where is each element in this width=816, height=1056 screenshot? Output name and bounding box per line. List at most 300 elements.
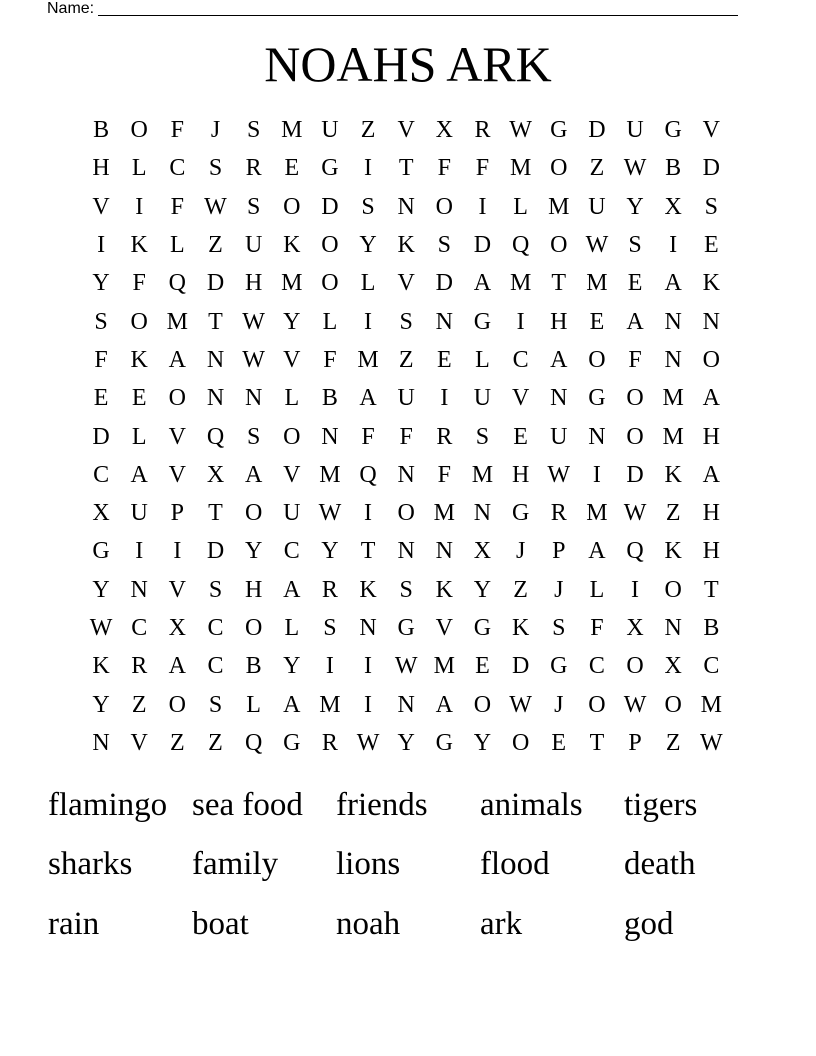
grid-letter: A bbox=[588, 538, 606, 565]
grid-letter: D bbox=[511, 653, 530, 680]
grid-letter: W bbox=[242, 308, 265, 335]
grid-letter: I bbox=[364, 155, 373, 182]
grid-letter: S bbox=[475, 423, 490, 450]
grid-letter: W bbox=[318, 500, 342, 527]
grid-letter: Q bbox=[359, 461, 377, 488]
word-bank-item: god bbox=[624, 905, 674, 942]
grid-row bbox=[82, 685, 730, 723]
grid-letter: M bbox=[548, 193, 570, 220]
grid-letter: L bbox=[589, 576, 605, 603]
grid-letter: A bbox=[283, 576, 301, 603]
grid-letter: E bbox=[551, 729, 567, 756]
grid-letter: R bbox=[245, 155, 262, 182]
grid-letter: E bbox=[93, 385, 109, 412]
grid-letter: E bbox=[437, 346, 452, 373]
grid-letter: I bbox=[364, 691, 373, 718]
grid-row bbox=[82, 647, 730, 685]
grid-letter: N bbox=[92, 729, 110, 756]
grid-letter: N bbox=[664, 308, 682, 335]
grid-letter: Q bbox=[244, 729, 263, 756]
grid-letter: S bbox=[628, 232, 642, 259]
grid-letter: G bbox=[550, 653, 568, 680]
grid-letter: U bbox=[588, 193, 606, 220]
word-row bbox=[48, 894, 768, 954]
grid-letter: I bbox=[440, 385, 449, 412]
grid-letter: S bbox=[399, 576, 413, 603]
grid-row bbox=[82, 379, 730, 417]
grid-letter: J bbox=[515, 538, 526, 565]
grid-letter: O bbox=[283, 423, 301, 450]
grid-letter: W bbox=[509, 117, 532, 144]
letter-grid bbox=[82, 111, 730, 762]
grid-letter: I bbox=[135, 193, 144, 220]
grid-letter: Z bbox=[513, 576, 528, 603]
grid-letter: M bbox=[281, 270, 303, 297]
grid-row bbox=[82, 188, 730, 226]
grid-letter: N bbox=[321, 423, 339, 450]
grid-letter: T bbox=[398, 155, 414, 182]
grid-letter: M bbox=[319, 691, 341, 718]
grid-letter: K bbox=[397, 232, 415, 259]
grid-letter: N bbox=[473, 500, 492, 527]
grid-letter: A bbox=[435, 691, 453, 718]
grid-letter: X bbox=[168, 615, 187, 641]
grid-letter: R bbox=[131, 653, 148, 680]
grid-letter: H bbox=[702, 423, 720, 450]
grid-letter: N bbox=[130, 576, 148, 603]
grid-letter: M bbox=[586, 500, 608, 527]
grid-letter: O bbox=[550, 155, 568, 182]
grid-letter: W bbox=[89, 615, 113, 641]
grid-letter: V bbox=[435, 615, 453, 641]
grid-letter: Y bbox=[359, 232, 377, 259]
grid-letter: I bbox=[669, 232, 678, 259]
grid-letter: U bbox=[244, 232, 263, 259]
grid-letter: L bbox=[322, 308, 338, 335]
grid-letter: L bbox=[513, 193, 528, 220]
grid-letter: G bbox=[92, 538, 110, 565]
grid-letter: K bbox=[92, 653, 110, 680]
grid-letter: O bbox=[397, 500, 415, 527]
grid-letter: N bbox=[397, 538, 415, 565]
grid-letter: Y bbox=[244, 538, 263, 565]
grid-letter: S bbox=[208, 691, 223, 718]
grid-letter: D bbox=[321, 193, 339, 220]
grid-letter: B bbox=[703, 615, 720, 641]
grid-letter: F bbox=[132, 270, 146, 297]
grid-letter: W bbox=[699, 729, 723, 756]
grid-letter: I bbox=[97, 232, 106, 259]
grid-letter: S bbox=[399, 308, 413, 335]
grid-letter: G bbox=[511, 500, 530, 527]
grid-letter: I bbox=[135, 538, 144, 565]
grid-letter: A bbox=[130, 461, 148, 488]
grid-letter: D bbox=[473, 232, 492, 259]
grid-letter: Z bbox=[665, 729, 681, 756]
grid-letter: Y bbox=[283, 308, 301, 335]
grid-letter: Z bbox=[360, 117, 376, 144]
grid-letter: E bbox=[284, 155, 300, 182]
grid-letter: S bbox=[704, 193, 718, 220]
grid-letter: Y bbox=[473, 576, 492, 603]
grid-letter: S bbox=[361, 193, 375, 220]
grid-letter: N bbox=[664, 346, 682, 373]
grid-letter: D bbox=[206, 538, 225, 565]
grid-letter: Z bbox=[665, 500, 681, 527]
grid-letter: Z bbox=[208, 729, 223, 756]
grid-letter: I bbox=[173, 538, 182, 565]
grid-letter: O bbox=[664, 691, 682, 718]
grid-letter: D bbox=[206, 270, 225, 297]
grid-letter: O bbox=[626, 385, 644, 412]
grid-letter: E bbox=[703, 232, 719, 259]
grid-letter: F bbox=[475, 155, 490, 182]
word-row bbox=[48, 775, 768, 835]
word-bank-item: animals bbox=[480, 786, 583, 823]
grid-letter: U bbox=[397, 385, 415, 412]
grid-letter: X bbox=[626, 615, 644, 641]
grid-letter: G bbox=[321, 155, 339, 182]
grid-letter: W bbox=[623, 155, 647, 182]
grid-letter: B bbox=[665, 155, 682, 182]
grid-letter: B bbox=[93, 117, 110, 144]
grid-letter: O bbox=[511, 729, 530, 756]
grid-letter: M bbox=[166, 308, 189, 335]
grid-letter: G bbox=[550, 117, 568, 144]
word-bank-item: flood bbox=[480, 846, 550, 883]
grid-letter: N bbox=[359, 615, 377, 641]
grid-letter: S bbox=[208, 155, 223, 182]
grid-letter: J bbox=[210, 117, 221, 144]
grid-row bbox=[82, 456, 730, 494]
grid-letter: I bbox=[478, 193, 487, 220]
grid-letter: Z bbox=[208, 232, 223, 259]
grid-letter: M bbox=[433, 653, 455, 680]
grid-letter: I bbox=[592, 461, 601, 488]
grid-letter: H bbox=[244, 270, 263, 297]
grid-letter: G bbox=[664, 117, 682, 144]
grid-row bbox=[82, 264, 730, 302]
grid-letter: S bbox=[437, 232, 452, 259]
grid-letter: T bbox=[589, 729, 605, 756]
grid-letter: O bbox=[244, 500, 263, 527]
grid-letter: F bbox=[628, 346, 642, 373]
grid-letter: I bbox=[364, 308, 373, 335]
grid-letter: X bbox=[435, 117, 453, 144]
word-bank-item: noah bbox=[336, 905, 401, 942]
grid-letter: U bbox=[283, 500, 301, 527]
word-bank-item: flamingo bbox=[48, 786, 168, 823]
grid-letter: V bbox=[283, 346, 301, 373]
grid-row bbox=[82, 532, 730, 570]
grid-letter: K bbox=[435, 576, 453, 603]
grid-letter: U bbox=[321, 117, 339, 144]
grid-letter: A bbox=[168, 346, 187, 373]
grid-letter: L bbox=[246, 691, 261, 718]
grid-letter: M bbox=[471, 461, 494, 488]
grid-letter: Y bbox=[92, 691, 110, 718]
grid-letter: R bbox=[550, 500, 567, 527]
grid-letter: I bbox=[325, 653, 334, 680]
grid-letter: V bbox=[283, 461, 301, 488]
grid-letter: P bbox=[170, 500, 185, 527]
grid-letter: O bbox=[588, 691, 606, 718]
grid-letter: I bbox=[631, 576, 640, 603]
grid-letter: L bbox=[131, 423, 147, 450]
grid-letter: N bbox=[397, 193, 415, 220]
grid-letter: Y bbox=[321, 538, 339, 565]
grid-letter: D bbox=[702, 155, 720, 182]
grid-letter: N bbox=[702, 308, 720, 335]
grid-letter: H bbox=[92, 155, 110, 182]
word-bank-item: rain bbox=[48, 905, 100, 942]
grid-letter: S bbox=[323, 615, 337, 641]
grid-letter: R bbox=[321, 729, 338, 756]
grid-letter: W bbox=[623, 500, 647, 527]
grid-letter: H bbox=[702, 538, 720, 565]
grid-letter: O bbox=[321, 232, 339, 259]
grid-letter: C bbox=[93, 461, 110, 488]
grid-letter: S bbox=[94, 308, 108, 335]
grid-letter: V bbox=[130, 729, 148, 756]
grid-letter: K bbox=[664, 461, 682, 488]
grid-letter: N bbox=[397, 461, 415, 488]
grid-letter: M bbox=[357, 346, 379, 373]
grid-letter: S bbox=[246, 117, 261, 144]
grid-letter: F bbox=[437, 461, 452, 488]
grid-letter: F bbox=[170, 117, 185, 144]
grid-letter: E bbox=[589, 308, 605, 335]
grid-letter: B bbox=[321, 385, 338, 412]
grid-letter: P bbox=[552, 538, 566, 565]
grid-letter: L bbox=[475, 346, 490, 373]
grid-letter: O bbox=[702, 346, 720, 373]
grid-letter: L bbox=[360, 270, 376, 297]
grid-letter: F bbox=[590, 615, 604, 641]
grid-letter: C bbox=[207, 615, 224, 641]
grid-letter: O bbox=[473, 691, 492, 718]
grid-letter: H bbox=[244, 576, 263, 603]
grid-letter: U bbox=[626, 117, 644, 144]
grid-letter: Y bbox=[283, 653, 301, 680]
grid-letter: A bbox=[626, 308, 644, 335]
grid-letter: J bbox=[554, 691, 564, 718]
page-title: NOAHS ARK bbox=[264, 36, 552, 92]
grid-letter: K bbox=[511, 615, 530, 641]
word-bank-item: ark bbox=[480, 905, 523, 942]
grid-letter: S bbox=[246, 193, 261, 220]
grid-row bbox=[82, 111, 730, 149]
grid-letter: G bbox=[283, 729, 301, 756]
grid-letter: F bbox=[437, 155, 452, 182]
grid-letter: O bbox=[588, 346, 606, 373]
grid-row bbox=[82, 341, 730, 379]
grid-row bbox=[82, 226, 730, 264]
grid-letter: M bbox=[586, 270, 608, 297]
grid-letter: S bbox=[208, 576, 223, 603]
grid-letter: L bbox=[284, 615, 300, 641]
grid-letter: C bbox=[131, 615, 148, 641]
grid-letter: G bbox=[473, 308, 492, 335]
grid-letter: W bbox=[623, 691, 647, 718]
grid-letter: K bbox=[130, 346, 148, 373]
grid-row bbox=[82, 494, 730, 532]
grid-letter: V bbox=[168, 461, 187, 488]
word-bank bbox=[48, 775, 768, 954]
name-label: Name: bbox=[47, 0, 95, 17]
grid-letter: O bbox=[130, 117, 148, 144]
grid-letter: D bbox=[626, 461, 644, 488]
grid-letter: W bbox=[585, 232, 609, 259]
grid-letter: A bbox=[664, 270, 682, 297]
grid-letter: V bbox=[92, 193, 110, 220]
grid-letter: R bbox=[474, 117, 491, 144]
grid-letter: N bbox=[435, 308, 453, 335]
grid-letter: O bbox=[283, 193, 301, 220]
word-bank-item: sea food bbox=[192, 786, 303, 823]
grid-row bbox=[82, 417, 730, 455]
grid-letter: H bbox=[550, 308, 568, 335]
grid-letter: Y bbox=[397, 729, 415, 756]
grid-letter: M bbox=[433, 500, 455, 527]
grid-letter: V bbox=[511, 385, 530, 412]
grid-letter: C bbox=[512, 346, 529, 373]
grid-letter: A bbox=[359, 385, 377, 412]
grid-letter: X bbox=[473, 538, 492, 565]
grid-letter: A bbox=[168, 653, 187, 680]
grid-letter: X bbox=[664, 653, 682, 680]
grid-letter: W bbox=[356, 729, 380, 756]
grid-letter: V bbox=[397, 270, 415, 297]
grid-letter: D bbox=[435, 270, 453, 297]
grid-letter: R bbox=[436, 423, 453, 450]
grid-letter: Z bbox=[589, 155, 605, 182]
grid-letter: Z bbox=[398, 346, 414, 373]
grid-letter: O bbox=[550, 232, 568, 259]
grid-letter: G bbox=[473, 615, 492, 641]
grid-letter: M bbox=[509, 155, 532, 182]
grid-letter: F bbox=[170, 193, 185, 220]
grid-letter: S bbox=[552, 615, 566, 641]
grid-letter: T bbox=[360, 538, 376, 565]
grid-letter: Q bbox=[168, 270, 187, 297]
grid-letter: E bbox=[627, 270, 643, 297]
grid-letter: R bbox=[321, 576, 338, 603]
grid-letter: I bbox=[516, 308, 525, 335]
word-row bbox=[48, 835, 768, 895]
grid-letter: P bbox=[628, 729, 642, 756]
grid-letter: D bbox=[588, 117, 606, 144]
grid-letter: X bbox=[206, 461, 225, 488]
grid-letter: O bbox=[321, 270, 339, 297]
grid-letter: Z bbox=[170, 729, 185, 756]
grid-letter: W bbox=[547, 461, 571, 488]
grid-letter: V bbox=[397, 117, 415, 144]
grid-letter: C bbox=[703, 653, 720, 680]
grid-letter: N bbox=[244, 385, 263, 412]
grid-row bbox=[82, 302, 730, 340]
grid-letter: A bbox=[473, 270, 492, 297]
grid-letter: W bbox=[509, 691, 532, 718]
grid-letter: T bbox=[551, 270, 567, 297]
grid-letter: C bbox=[588, 653, 605, 680]
grid-letter: W bbox=[242, 346, 265, 373]
grid-letter: H bbox=[511, 461, 530, 488]
grid-letter: F bbox=[361, 423, 375, 450]
grid-letter: L bbox=[170, 232, 185, 259]
grid-letter: E bbox=[475, 653, 490, 680]
grid-letter: Q bbox=[511, 232, 530, 259]
grid-letter: Y bbox=[92, 270, 110, 297]
grid-letter: K bbox=[283, 232, 301, 259]
grid-letter: F bbox=[323, 346, 337, 373]
grid-letter: U bbox=[130, 500, 148, 527]
grid-letter: I bbox=[364, 500, 373, 527]
grid-letter: Q bbox=[626, 538, 644, 565]
grid-letter: L bbox=[284, 385, 300, 412]
grid-letter: E bbox=[131, 385, 147, 412]
grid-letter: N bbox=[435, 538, 453, 565]
grid-letter: O bbox=[435, 193, 453, 220]
grid-row bbox=[82, 724, 730, 762]
grid-letter: N bbox=[664, 615, 682, 641]
grid-letter: O bbox=[168, 385, 187, 412]
word-bank-item: family bbox=[192, 846, 279, 883]
name-row bbox=[47, 0, 738, 18]
grid-letter: T bbox=[703, 576, 719, 603]
grid-letter: F bbox=[94, 346, 108, 373]
grid-letter: O bbox=[168, 691, 187, 718]
grid-letter: Z bbox=[131, 691, 147, 718]
grid-letter: Y bbox=[626, 193, 644, 220]
grid-letter: K bbox=[130, 232, 148, 259]
grid-letter: V bbox=[702, 117, 720, 144]
grid-letter: K bbox=[359, 576, 377, 603]
grid-letter: X bbox=[664, 193, 682, 220]
grid-letter: M bbox=[662, 423, 684, 450]
grid-letter: Y bbox=[473, 729, 492, 756]
grid-letter: E bbox=[513, 423, 528, 450]
grid-letter: N bbox=[550, 385, 568, 412]
grid-letter: K bbox=[664, 538, 682, 565]
grid-letter: S bbox=[246, 423, 261, 450]
grid-letter: G bbox=[435, 729, 453, 756]
grid-letter: V bbox=[168, 576, 187, 603]
grid-letter: N bbox=[206, 385, 225, 412]
word-bank-item: sharks bbox=[48, 846, 133, 883]
grid-letter: O bbox=[626, 423, 644, 450]
grid-row bbox=[82, 609, 730, 647]
grid-letter: H bbox=[702, 500, 720, 527]
grid-letter: X bbox=[92, 500, 110, 527]
grid-letter: M bbox=[281, 117, 303, 144]
grid-letter: U bbox=[473, 385, 492, 412]
grid-letter: I bbox=[364, 653, 373, 680]
grid-letter: B bbox=[245, 653, 262, 680]
grid-row bbox=[82, 149, 730, 187]
grid-letter: N bbox=[206, 346, 225, 373]
word-bank-item: tigers bbox=[624, 786, 698, 823]
grid-letter: W bbox=[204, 193, 227, 220]
grid-letter: A bbox=[283, 691, 301, 718]
grid-letter: N bbox=[397, 691, 415, 718]
grid-letter: M bbox=[662, 385, 684, 412]
word-bank-item: friends bbox=[336, 786, 428, 823]
grid-row bbox=[82, 571, 730, 609]
grid-letter: O bbox=[626, 653, 644, 680]
grid-letter: T bbox=[208, 500, 223, 527]
grid-letter: C bbox=[283, 538, 300, 565]
